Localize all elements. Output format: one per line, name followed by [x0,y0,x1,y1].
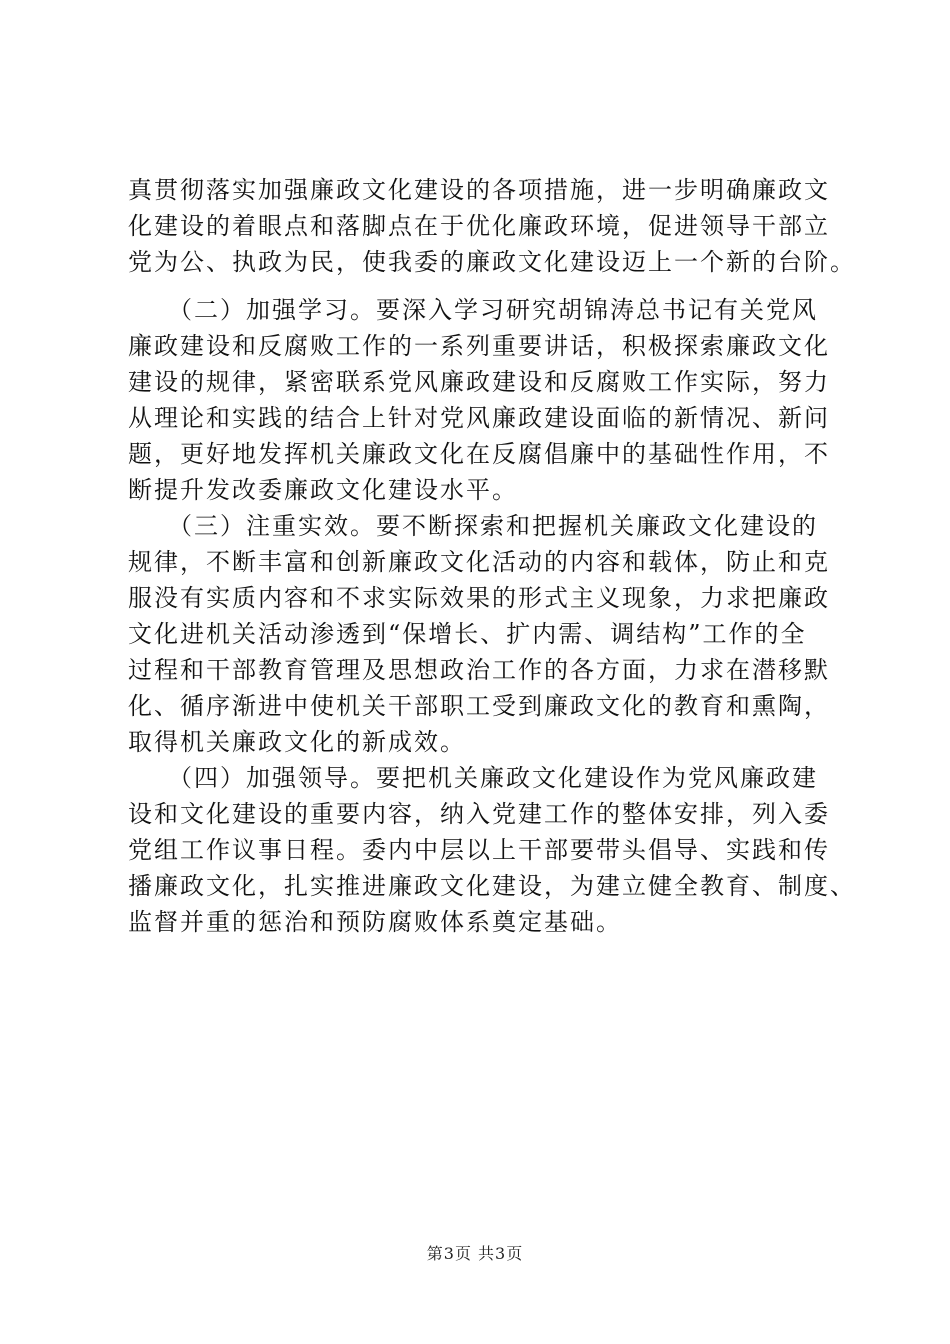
text-line: 文化进机关活动渗透到“保增长、扩内需、调结构”工作的全 [128,620,807,648]
text-line: （三）注重实效。要不断探索和把握机关廉政文化建设的 [128,512,818,540]
text-line: 化、循序渐进中使机关干部职工受到廉政文化的教育和熏陶， [128,692,830,720]
text-line: 设和文化建设的重要内容，纳入党建工作的整体安排，列入委 [128,800,830,828]
text-line: 廉政建设和反腐败工作的一系列重要讲话，积极探索廉政文化 [128,332,830,360]
text-line: 党组工作议事日程。委内中层以上干部要带头倡导、实践和传 [128,836,830,864]
text-line: （四）加强领导。要把机关廉政文化建设作为党风廉政建 [128,764,818,792]
text-line: 服没有实质内容和不求实际效果的形式主义现象，力求把廉政 [128,584,830,612]
text-line: 从理论和实践的结合上针对党风廉政建设面临的新情况、新问 [128,404,830,432]
text-line: 真贯彻落实加强廉政文化建设的各项措施，进一步明确廉政文 [128,176,830,204]
text-line: 监督并重的惩治和预防腐败体系奠定基础。 [128,908,622,936]
document-body [128,172,856,940]
text-line: 过程和干部教育管理及思想政治工作的各方面，力求在潜移默 [128,656,830,684]
text-line: 建设的规律，紧密联系党风廉政建设和反腐败工作实际，努力 [128,368,830,396]
text-line: 断提升发改委廉政文化建设水平。 [128,476,518,504]
text-line: 化建设的着眼点和落脚点在于优化廉政环境，促进领导干部立 [128,212,830,240]
text-line: （二）加强学习。要深入学习研究胡锦涛总书记有关党风 [128,296,818,324]
text-line: 题，更好地发挥机关廉政文化在反腐倡廉中的基础性作用，不 [128,440,830,468]
text-line: 党为公、执政为民，使我委的廉政文化建设迈上一个新的台阶。 [128,248,856,276]
text-line: 规律，不断丰富和创新廉政文化活动的内容和载体，防止和克 [128,548,830,576]
page-number-footer: 第3页 共3页 [426,1244,524,1263]
text-line: 取得机关廉政文化的新成效。 [128,728,466,756]
text-line: 播廉政文化，扎实推进廉政文化建设，为建立健全教育、制度、 [128,872,856,900]
paragraph-gap [128,280,848,292]
